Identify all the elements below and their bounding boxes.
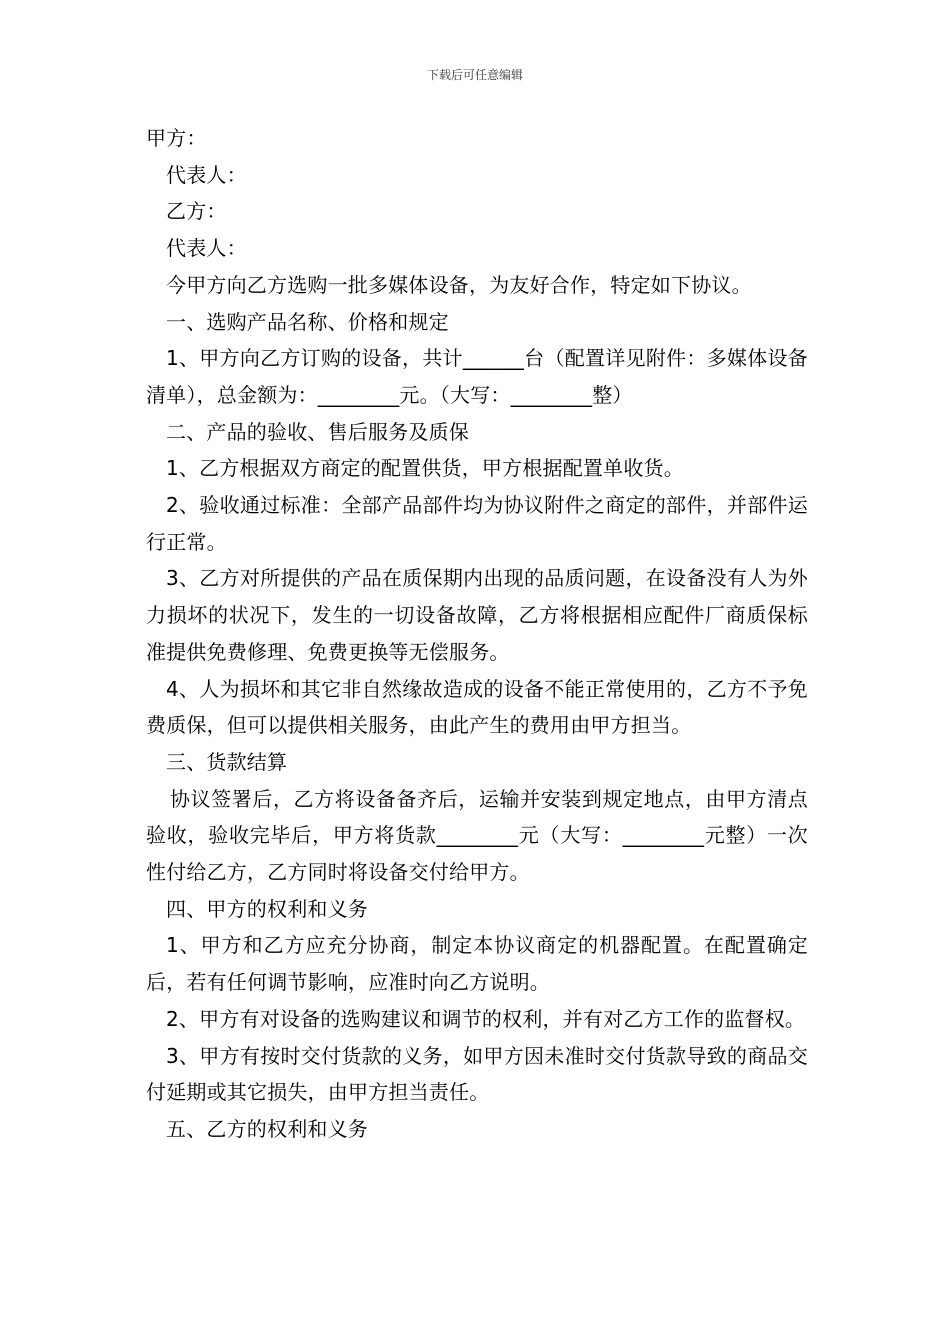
clause-2-4: 4、人为损坏和其它非自然缘故造成的设备不能正常使用的，乙方不予免费质保，但可以提供相关服务，由此产生的费用由甲方担当。 xyxy=(146,676,808,738)
page-header: 下载后可任意编辑 xyxy=(426,68,523,82)
party-b-line: 乙方： xyxy=(166,199,227,224)
section-heading-4: 四、甲方的权利和义务 xyxy=(166,896,368,921)
section-heading-1: 一、选购产品名称、价格和规定 xyxy=(166,309,449,334)
section-heading-2: 二、产品的验收、售后服务及质保 xyxy=(166,419,469,444)
preamble-paragraph: 今甲方向乙方选购一批多媒体设备，为友好合作，特定如下协议。 xyxy=(166,272,752,297)
clause-2-2: 2、验收通过标准：全部产品部件均为协议附件之商定的部件，并部件运行正常。 xyxy=(146,493,808,554)
clause-4-3: 3、甲方有按时交付货款的义务，如甲方因未准时交付货款导致的商品交付延期或其它损失，由甲方担当责任。 xyxy=(146,1043,808,1105)
clause-2-1: 1、乙方根据双方商定的配置供货，甲方根据配置单收货。 xyxy=(166,456,684,481)
party-a-line: 甲方： xyxy=(146,126,207,150)
clause-2-3: 3、乙方对所提供的产品在质保期内出现的品质问题，在设备没有人为外力损坏的状况下，发生的一切设备故障，乙方将根据相应配件厂商质保标准提供免费修理、免费更换等无偿服务。 xyxy=(146,566,808,664)
clause-3-payment: 协议签署后，乙方将设备备齐后，运输并安装到规定地点，由甲方清点验收，验收完毕后，甲方将货款________元（大写：________元整）一次性付给乙方，乙方同时将设备交付给甲方。 xyxy=(146,786,808,885)
clause-4-2: 2、甲方有对设备的选购建议和调节的权利，并有对乙方工作的监督权。 xyxy=(166,1006,806,1031)
clause-4-1: 1、甲方和乙方应充分协商，制定本协议商定的机器配置。在配置确定后，若有任何调节影响，应准时向乙方说明。 xyxy=(146,933,808,995)
party-b-representative-line: 代表人： xyxy=(166,236,247,261)
party-a-representative-line: 代表人： xyxy=(166,162,247,187)
clause-1-1: 1、甲方向乙方订购的设备，共计______台（配置详见附件：多媒体设备清单），总金额为：________元。（大写：________整） xyxy=(146,346,808,407)
section-heading-5: 五、乙方的权利和义务 xyxy=(166,1116,368,1141)
contract-body xyxy=(146,120,808,1148)
section-heading-3: 三、货款结算 xyxy=(166,749,288,774)
